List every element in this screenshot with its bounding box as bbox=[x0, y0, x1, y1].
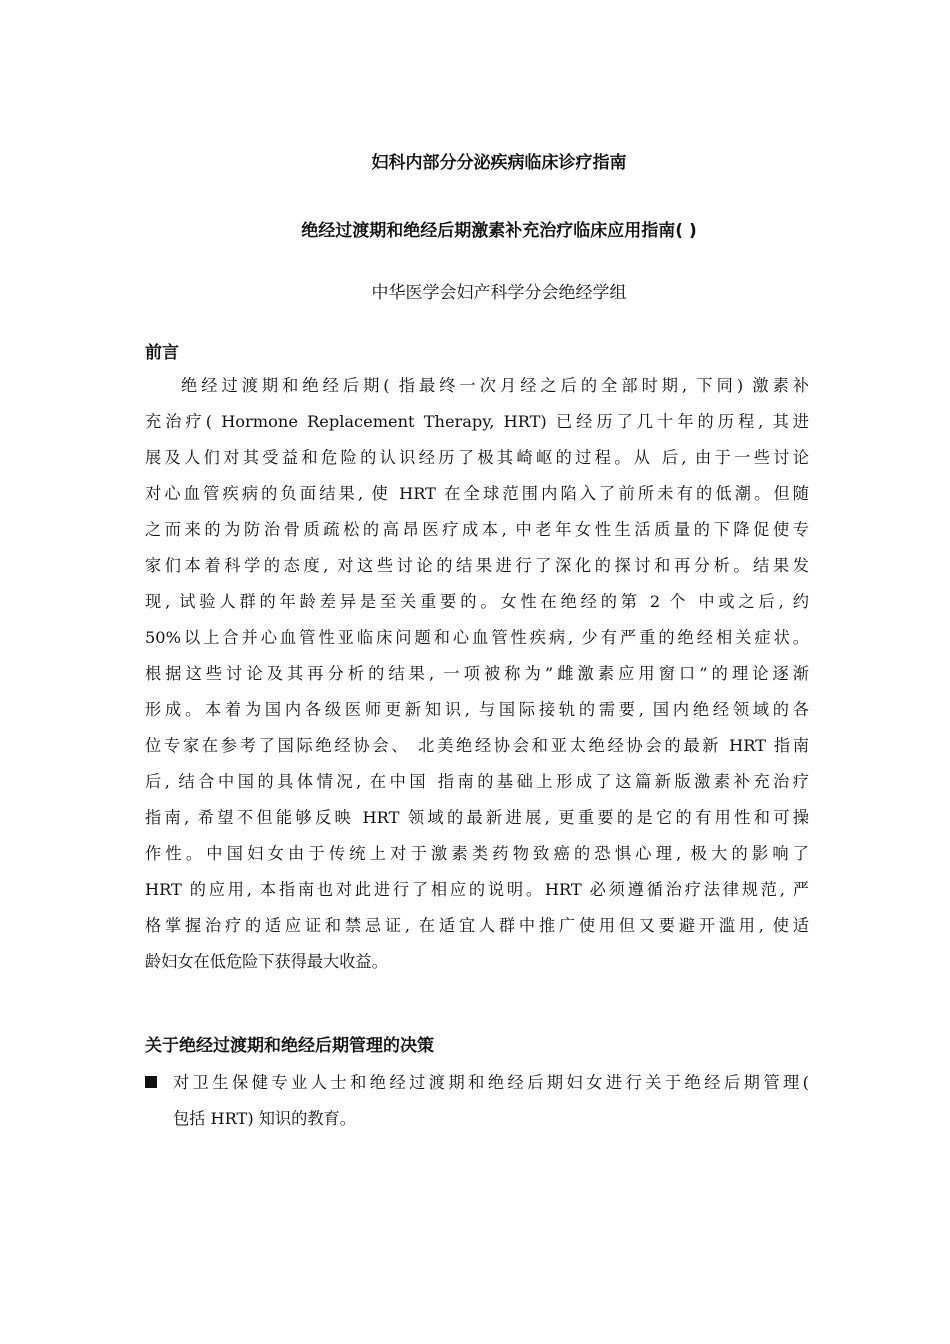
paragraph-line: 作性。中国妇女由于传统上对于激素类药物致癌的恐惧心理, 极大的影响了 bbox=[145, 844, 809, 863]
paragraph-line: 后, 结合中国的具体情况, 在中国 指南的基础上形成了这篇新版激素补充治疗 bbox=[145, 772, 809, 791]
paragraph-line: 格掌握治疗的适应证和禁忌证, 在适宜人群中推广使用但又要避开滥用, 使适 bbox=[145, 916, 809, 935]
paragraph-line: 位专家在参考了国际绝经协会、 北美绝经协会和亚太绝经协会的最新 HRT 指南 bbox=[145, 736, 809, 755]
bullet-line: 包括 HRT) 知识的教育。 bbox=[173, 1109, 356, 1128]
paragraph-line: 绝经过渡期和绝经后期( 指最终一次月经之后的全部时期, 下同) 激素补 bbox=[181, 376, 809, 395]
paragraph-line: 对心血管疾病的负面结果, 使 HRT 在全球范围内陷入了前所未有的低潮。但随 bbox=[145, 484, 809, 503]
document-subtitle: 绝经过渡期和绝经后期激素补充治疗临床应用指南( ) bbox=[301, 221, 697, 241]
paragraph-line: 指南, 希望不但能够反映 HRT 领域的最新进展, 更重要的是它的有用性和可操 bbox=[145, 808, 809, 827]
decision-heading: 关于绝经过渡期和绝经后期管理的决策 bbox=[145, 1036, 434, 1056]
paragraph-line: 家们本着科学的态度, 对这些讨论的结果进行了深化的探讨和再分析。结果发 bbox=[145, 556, 809, 575]
bullet-line: 对卫生保健专业人士和绝经过渡期和绝经后期妇女进行关于绝经后期管理( bbox=[173, 1073, 809, 1092]
paragraph-line: 之而来的为防治骨质疏松的高昂医疗成本, 中老年女性生活质量的下降促使专 bbox=[145, 520, 809, 539]
paragraph-line: 根据这些讨论及其再分析的结果, 一项被称为”雌激素应用窗口”的理论逐渐 bbox=[145, 664, 809, 683]
paragraph-line: 充治疗( Hormone Replacement Therapy, HRT) 已经历了几十年的历程, 其进 bbox=[145, 412, 809, 431]
paragraph-line: 形成。本着为国内各级医师更新知识, 与国际接轨的需要, 国内绝经领域的各 bbox=[145, 700, 809, 719]
preface-heading: 前言 bbox=[145, 343, 179, 363]
paragraph-line: 展及人们对其受益和危险的认识经历了极其崎岖的过程。从 后, 由于一些讨论 bbox=[145, 448, 809, 467]
paragraph-line: 龄妇女在低危险下获得最大收益。 bbox=[145, 952, 388, 971]
document-author: 中华医学会妇产科学分会绝经学组 bbox=[371, 283, 627, 303]
paragraph-line: HRT 的应用, 本指南也对此进行了相应的说明。HRT 必须遵循治疗法律规范, 严 bbox=[145, 880, 809, 899]
black-square-bullet-icon bbox=[145, 1076, 157, 1088]
document-title: 妇科内部分分泌疾病临床诊疗指南 bbox=[371, 153, 627, 173]
paragraph-line: 现, 试验人群的年龄差异是至关重要的。女性在绝经的第 2 个 中或之后, 约 bbox=[145, 592, 809, 611]
paragraph-line: 50%以上合并心血管性亚临床问题和心血管性疾病, 少有严重的绝经相关症状。 bbox=[145, 628, 809, 647]
